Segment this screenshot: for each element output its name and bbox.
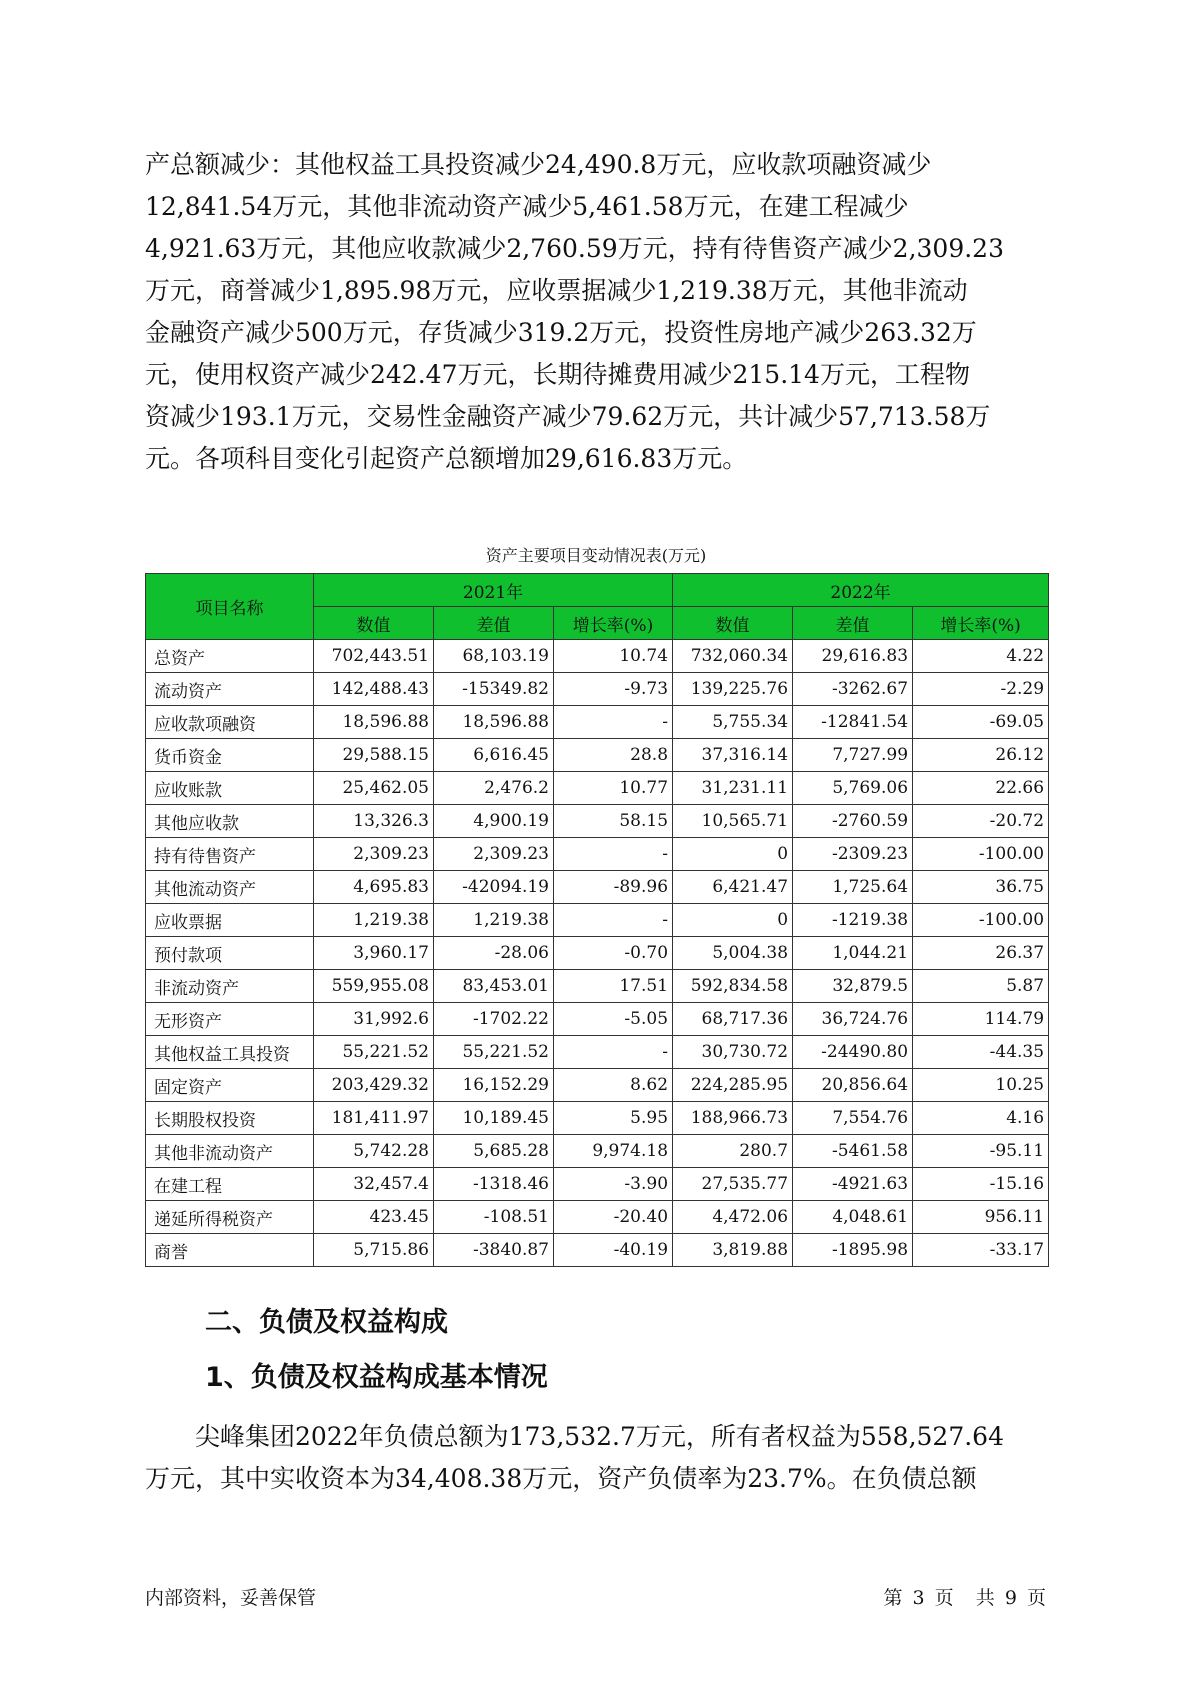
row-item-name: 商誉	[146, 1234, 314, 1267]
table-row	[146, 1069, 1049, 1102]
table-row	[146, 1003, 1049, 1036]
table-row	[146, 805, 1049, 838]
header-year-2022: 2022年	[673, 574, 1049, 607]
row-cell: 5.95	[554, 1102, 673, 1135]
page-unit: 页	[934, 1587, 954, 1609]
row-cell: 6,616.45	[434, 739, 554, 772]
row-cell: -69.05	[913, 706, 1049, 739]
row-cell: 0	[673, 904, 793, 937]
row-cell: 68,103.19	[434, 640, 554, 673]
row-cell: -15.16	[913, 1168, 1049, 1201]
row-cell: 27,535.77	[673, 1168, 793, 1201]
row-cell: 4.16	[913, 1102, 1049, 1135]
paragraph-line: 万元，其中实收资本为34,408.38万元，资产负债率为23.7%。在负债总额	[145, 1464, 977, 1493]
row-cell: -1219.38	[793, 904, 913, 937]
table-row	[146, 1201, 1049, 1234]
row-item-name: 货币资金	[146, 739, 314, 772]
row-cell: 83,453.01	[434, 970, 554, 1003]
row-cell: 142,488.43	[314, 673, 434, 706]
header-growth: 增长率(%)	[913, 607, 1049, 640]
header-value: 数值	[314, 607, 434, 640]
row-item-name: 其他流动资产	[146, 871, 314, 904]
row-item-name: 应收账款	[146, 772, 314, 805]
row-item-name: 长期股权投资	[146, 1102, 314, 1135]
row-cell: 5,685.28	[434, 1135, 554, 1168]
row-cell: 10.74	[554, 640, 673, 673]
row-cell: 10.77	[554, 772, 673, 805]
row-cell: -2.29	[913, 673, 1049, 706]
row-cell: -3840.87	[434, 1234, 554, 1267]
row-cell: 55,221.52	[434, 1036, 554, 1069]
asset-change-table	[145, 573, 1049, 1267]
table-row	[146, 1168, 1049, 1201]
table-body	[146, 640, 1049, 1267]
row-item-name: 应收票据	[146, 904, 314, 937]
row-cell: -5461.58	[793, 1135, 913, 1168]
page-current: 3	[912, 1587, 925, 1609]
row-cell: 18,596.88	[434, 706, 554, 739]
table-row	[146, 640, 1049, 673]
row-item-name: 总资产	[146, 640, 314, 673]
row-cell: 181,411.97	[314, 1102, 434, 1135]
row-cell: -1895.98	[793, 1234, 913, 1267]
row-cell: -20.72	[913, 805, 1049, 838]
row-cell: 203,429.32	[314, 1069, 434, 1102]
row-cell: 6,421.47	[673, 871, 793, 904]
row-cell: 31,231.11	[673, 772, 793, 805]
row-cell: 13,326.3	[314, 805, 434, 838]
row-cell: 1,725.64	[793, 871, 913, 904]
row-cell: 2,476.2	[434, 772, 554, 805]
row-cell: 36,724.76	[793, 1003, 913, 1036]
row-cell: -108.51	[434, 1201, 554, 1234]
row-cell: 4,472.06	[673, 1201, 793, 1234]
row-cell: 5,742.28	[314, 1135, 434, 1168]
row-cell: -20.40	[554, 1201, 673, 1234]
row-cell: 10.25	[913, 1069, 1049, 1102]
paragraph-line: 元。各项科目变化引起资产总额增加29,616.83万元。	[145, 444, 748, 473]
row-cell: 37,316.14	[673, 739, 793, 772]
row-cell: 559,955.08	[314, 970, 434, 1003]
row-cell: 16,152.29	[434, 1069, 554, 1102]
row-cell: 29,588.15	[314, 739, 434, 772]
footer-confidential-note: 内部资料，妥善保管	[145, 1587, 317, 1609]
paragraph-line: 资减少193.1万元，交易性金融资产减少79.62万元，共计减少57,713.58万	[145, 402, 991, 431]
row-cell: -89.96	[554, 871, 673, 904]
row-item-name: 应收款项融资	[146, 706, 314, 739]
row-cell: 5.87	[913, 970, 1049, 1003]
row-cell: 280.7	[673, 1135, 793, 1168]
subsection-heading: 1、负债及权益构成基本情况	[205, 1362, 548, 1393]
row-cell: 4,900.19	[434, 805, 554, 838]
paragraph-line: 12,841.54万元，其他非流动资产减少5,461.58万元，在建工程减少	[145, 192, 909, 221]
row-cell: -100.00	[913, 838, 1049, 871]
row-item-name: 其他非流动资产	[146, 1135, 314, 1168]
table-row	[146, 838, 1049, 871]
row-item-name: 递延所得税资产	[146, 1201, 314, 1234]
row-cell: 26.37	[913, 937, 1049, 970]
row-item-name: 预付款项	[146, 937, 314, 970]
row-cell: 592,834.58	[673, 970, 793, 1003]
row-cell: 10,565.71	[673, 805, 793, 838]
paragraph-line: 4,921.63万元，其他应收款减少2,760.59万元，持有待售资产减少2,309.23	[145, 234, 1004, 263]
row-cell: 139,225.76	[673, 673, 793, 706]
row-cell: -2309.23	[793, 838, 913, 871]
row-cell: 0	[673, 838, 793, 871]
row-cell: -42094.19	[434, 871, 554, 904]
row-cell: -0.70	[554, 937, 673, 970]
row-cell: 22.66	[913, 772, 1049, 805]
row-cell: 4,695.83	[314, 871, 434, 904]
row-item-name: 非流动资产	[146, 970, 314, 1003]
row-cell: 5,769.06	[793, 772, 913, 805]
page-total: 9	[1004, 1587, 1017, 1609]
row-item-name: 持有待售资产	[146, 838, 314, 871]
row-cell: 5,004.38	[673, 937, 793, 970]
row-cell: 32,457.4	[314, 1168, 434, 1201]
table-row	[146, 937, 1049, 970]
row-cell: 58.15	[554, 805, 673, 838]
row-cell: 17.51	[554, 970, 673, 1003]
row-cell: 68,717.36	[673, 1003, 793, 1036]
body-paragraph-1	[145, 144, 1047, 480]
row-cell: 31,992.6	[314, 1003, 434, 1036]
paragraph-line: 万元，商誉减少1,895.98万元，应收票据减少1,219.38万元，其他非流动	[145, 276, 968, 305]
row-cell: 702,443.51	[314, 640, 434, 673]
row-cell: -9.73	[554, 673, 673, 706]
table-row	[146, 904, 1049, 937]
table-row	[146, 970, 1049, 1003]
row-cell: -5.05	[554, 1003, 673, 1036]
row-cell: -24490.80	[793, 1036, 913, 1069]
row-cell: 3,819.88	[673, 1234, 793, 1267]
row-cell: 7,554.76	[793, 1102, 913, 1135]
row-cell: -3262.67	[793, 673, 913, 706]
paragraph-line: 元，使用权资产减少242.47万元，长期待摊费用减少215.14万元，工程物	[145, 360, 970, 389]
row-cell: 732,060.34	[673, 640, 793, 673]
row-cell: 1,219.38	[434, 904, 554, 937]
row-cell: -2760.59	[793, 805, 913, 838]
row-cell: -100.00	[913, 904, 1049, 937]
table-row	[146, 1036, 1049, 1069]
row-item-name: 无形资产	[146, 1003, 314, 1036]
table-row	[146, 739, 1049, 772]
section-heading: 二、负债及权益构成	[205, 1307, 448, 1338]
row-cell: 5,755.34	[673, 706, 793, 739]
table-row	[146, 1102, 1049, 1135]
header-item-name: 项目名称	[146, 574, 314, 640]
row-cell: -44.35	[913, 1036, 1049, 1069]
row-cell: 1,044.21	[793, 937, 913, 970]
table-row	[146, 1135, 1049, 1168]
row-cell: -12841.54	[793, 706, 913, 739]
header-diff: 差值	[793, 607, 913, 640]
row-cell: 423.45	[314, 1201, 434, 1234]
row-cell: 956.11	[913, 1201, 1049, 1234]
row-item-name: 其他权益工具投资	[146, 1036, 314, 1069]
table-row	[146, 673, 1049, 706]
row-cell: -28.06	[434, 937, 554, 970]
row-cell: 10,189.45	[434, 1102, 554, 1135]
row-cell: 26.12	[913, 739, 1049, 772]
page-label: 第	[883, 1587, 903, 1609]
row-cell: -	[554, 904, 673, 937]
row-cell: 114.79	[913, 1003, 1049, 1036]
row-cell: -95.11	[913, 1135, 1049, 1168]
row-cell: 30,730.72	[673, 1036, 793, 1069]
row-item-name: 流动资产	[146, 673, 314, 706]
table-row	[146, 772, 1049, 805]
row-cell: 55,221.52	[314, 1036, 434, 1069]
row-cell: 29,616.83	[793, 640, 913, 673]
row-cell: 224,285.95	[673, 1069, 793, 1102]
paragraph-line: 金融资产减少500万元，存货减少319.2万元，投资性房地产减少263.32万	[145, 318, 977, 347]
row-cell: -	[554, 1036, 673, 1069]
row-cell: 4,048.61	[793, 1201, 913, 1234]
row-cell: -	[554, 706, 673, 739]
row-cell: 4.22	[913, 640, 1049, 673]
row-cell: 32,879.5	[793, 970, 913, 1003]
header-diff: 差值	[434, 607, 554, 640]
header-value: 数值	[673, 607, 793, 640]
footer-page-number	[881, 1583, 1048, 1610]
row-cell: 9,974.18	[554, 1135, 673, 1168]
row-cell: -40.19	[554, 1234, 673, 1267]
row-cell: -3.90	[554, 1168, 673, 1201]
table-row	[146, 706, 1049, 739]
row-cell: 8.62	[554, 1069, 673, 1102]
page-total-label: 共	[975, 1587, 995, 1609]
row-cell: 20,856.64	[793, 1069, 913, 1102]
row-cell: -4921.63	[793, 1168, 913, 1201]
row-cell: -1318.46	[434, 1168, 554, 1201]
row-cell: 5,715.86	[314, 1234, 434, 1267]
paragraph-line: 尖峰集团2022年负债总额为173,532.7万元，所有者权益为558,527.64	[195, 1422, 1004, 1451]
row-cell: -1702.22	[434, 1003, 554, 1036]
header-growth: 增长率(%)	[554, 607, 673, 640]
table-row	[146, 1234, 1049, 1267]
header-year-2021: 2021年	[314, 574, 673, 607]
row-cell: 2,309.23	[314, 838, 434, 871]
row-cell: 18,596.88	[314, 706, 434, 739]
row-item-name: 其他应收款	[146, 805, 314, 838]
row-cell: -33.17	[913, 1234, 1049, 1267]
row-cell: 25,462.05	[314, 772, 434, 805]
row-cell: 28.8	[554, 739, 673, 772]
row-cell: 1,219.38	[314, 904, 434, 937]
row-cell: -	[554, 838, 673, 871]
row-cell: 3,960.17	[314, 937, 434, 970]
row-item-name: 固定资产	[146, 1069, 314, 1102]
table-caption: 资产主要项目变动情况表(万元)	[485, 546, 707, 565]
page-total-unit: 页	[1026, 1587, 1046, 1609]
row-item-name: 在建工程	[146, 1168, 314, 1201]
body-paragraph-2	[145, 1416, 1047, 1500]
row-cell: 188,966.73	[673, 1102, 793, 1135]
row-cell: 7,727.99	[793, 739, 913, 772]
row-cell: 36.75	[913, 871, 1049, 904]
table-row	[146, 871, 1049, 904]
paragraph-line: 产总额减少：其他权益工具投资减少24,490.8万元，应收款项融资减少	[145, 150, 932, 179]
row-cell: -15349.82	[434, 673, 554, 706]
row-cell: 2,309.23	[434, 838, 554, 871]
